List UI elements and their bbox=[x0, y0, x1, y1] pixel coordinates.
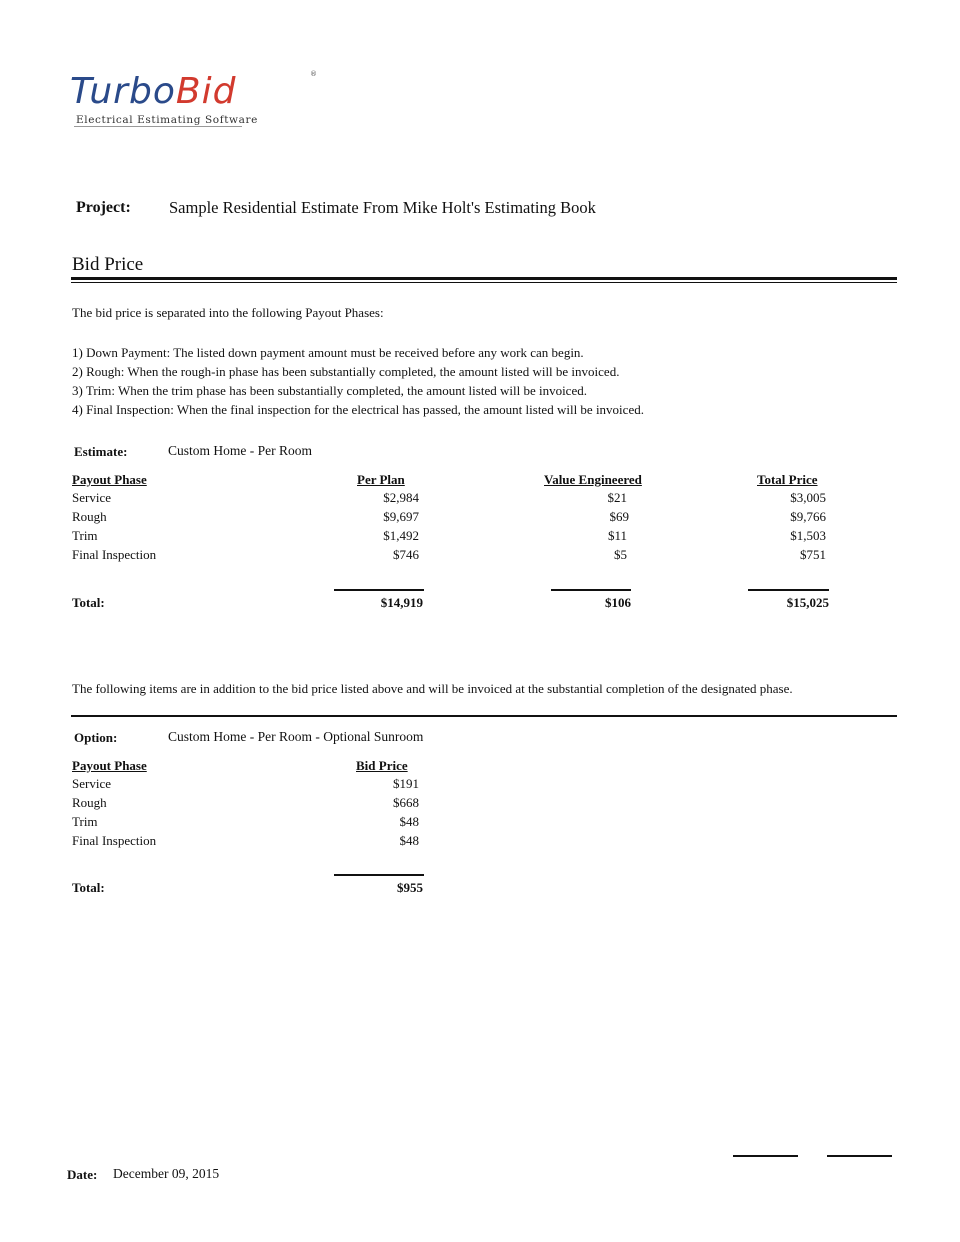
phase-cell: Rough bbox=[72, 795, 107, 810]
signature-line bbox=[827, 1155, 892, 1157]
bid-price-cell: $48 bbox=[399, 814, 419, 829]
column-header-payout-phase: Payout Phase bbox=[72, 472, 147, 487]
phase-description: 2) Rough: When the rough-in phase has been substantially completed, the amount listed will be invoiced. bbox=[72, 364, 620, 379]
bid-price-cell: $191 bbox=[393, 776, 419, 791]
phase-cell: Trim bbox=[72, 814, 98, 829]
total-rule bbox=[334, 589, 424, 591]
payout-phase-list bbox=[72, 343, 644, 419]
total-rule bbox=[748, 589, 829, 591]
value-engineered-cell: $21 bbox=[607, 490, 627, 505]
phase-cell: Rough bbox=[72, 509, 107, 524]
intro-text: The bid price is separated into the following Payout Phases: bbox=[72, 305, 384, 320]
project-name: Sample Residential Estimate From Mike Holt's Estimating Book bbox=[169, 198, 596, 217]
phase-cell: Final Inspection bbox=[72, 547, 157, 562]
value-engineered-total: $106 bbox=[605, 595, 631, 610]
phase-cell: Final Inspection bbox=[72, 833, 157, 848]
column-header-per-plan: Per Plan bbox=[357, 472, 405, 487]
bid-price-total: $955 bbox=[397, 880, 423, 895]
addendum-text: The following items are in addition to the bid price listed above and will be invoiced at the substantial completion of the designated phase. bbox=[72, 681, 793, 696]
date-value: December 09, 2015 bbox=[113, 1166, 220, 1181]
project-label: Project: bbox=[76, 199, 131, 216]
turbobid-logo bbox=[70, 70, 317, 130]
per-plan-cell: $1,492 bbox=[383, 528, 419, 543]
section-title: Bid Price bbox=[72, 254, 144, 275]
phase-cell: Service bbox=[72, 490, 111, 505]
total-label: Total: bbox=[72, 595, 105, 610]
phase-cell: Trim bbox=[72, 528, 98, 543]
date-label: Date: bbox=[67, 1167, 98, 1182]
column-header-bid-price: Bid Price bbox=[356, 758, 408, 773]
signature-line bbox=[733, 1155, 798, 1157]
total-price-cell: $3,005 bbox=[790, 490, 826, 505]
total-price-total: $15,025 bbox=[786, 595, 829, 610]
column-header-total-price: Total Price bbox=[757, 472, 818, 487]
bid-price-cell: $48 bbox=[399, 833, 419, 848]
value-engineered-cell: $11 bbox=[607, 528, 627, 543]
per-plan-total: $14,919 bbox=[380, 595, 423, 610]
total-price-cell: $751 bbox=[800, 547, 826, 562]
option-divider bbox=[71, 715, 897, 717]
column-header-payout-phase: Payout Phase bbox=[72, 758, 147, 773]
bid-price-cell: $668 bbox=[393, 795, 419, 810]
per-plan-cell: $9,697 bbox=[383, 509, 419, 524]
phase-description: 1) Down Payment: The listed down payment amount must be received before any work can begin. bbox=[72, 345, 584, 360]
per-plan-cell: $746 bbox=[393, 547, 419, 562]
per-plan-cell: $2,984 bbox=[383, 490, 419, 505]
total-price-cell: $1,503 bbox=[790, 528, 826, 543]
logo-wordmark: TurboBid bbox=[70, 71, 237, 112]
column-header-value-engineered: Value Engineered bbox=[544, 472, 642, 487]
total-label: Total: bbox=[72, 880, 105, 895]
phase-cell: Service bbox=[72, 776, 111, 791]
estimate-name: Custom Home - Per Room bbox=[168, 443, 312, 458]
option-name: Custom Home - Per Room - Optional Sunroom bbox=[168, 729, 424, 744]
total-rule bbox=[334, 874, 424, 876]
value-engineered-cell: $69 bbox=[609, 509, 629, 524]
phase-description: 4) Final Inspection: When the final inspection for the electrical has passed, the amount listed will be invoiced. bbox=[72, 402, 644, 417]
logo-tagline: Electrical Estimating Software bbox=[76, 114, 258, 126]
section-divider bbox=[71, 277, 897, 283]
total-price-cell: $9,766 bbox=[790, 509, 826, 524]
estimate-label: Estimate: bbox=[74, 444, 128, 459]
option-label: Option: bbox=[74, 730, 118, 745]
logo-underline bbox=[74, 126, 242, 127]
phase-description: 3) Trim: When the trim phase has been substantially completed, the amount listed will be invoiced. bbox=[72, 383, 587, 398]
registered-mark: ® bbox=[310, 70, 317, 78]
value-engineered-cell: $5 bbox=[614, 547, 627, 562]
total-rule bbox=[551, 589, 631, 591]
